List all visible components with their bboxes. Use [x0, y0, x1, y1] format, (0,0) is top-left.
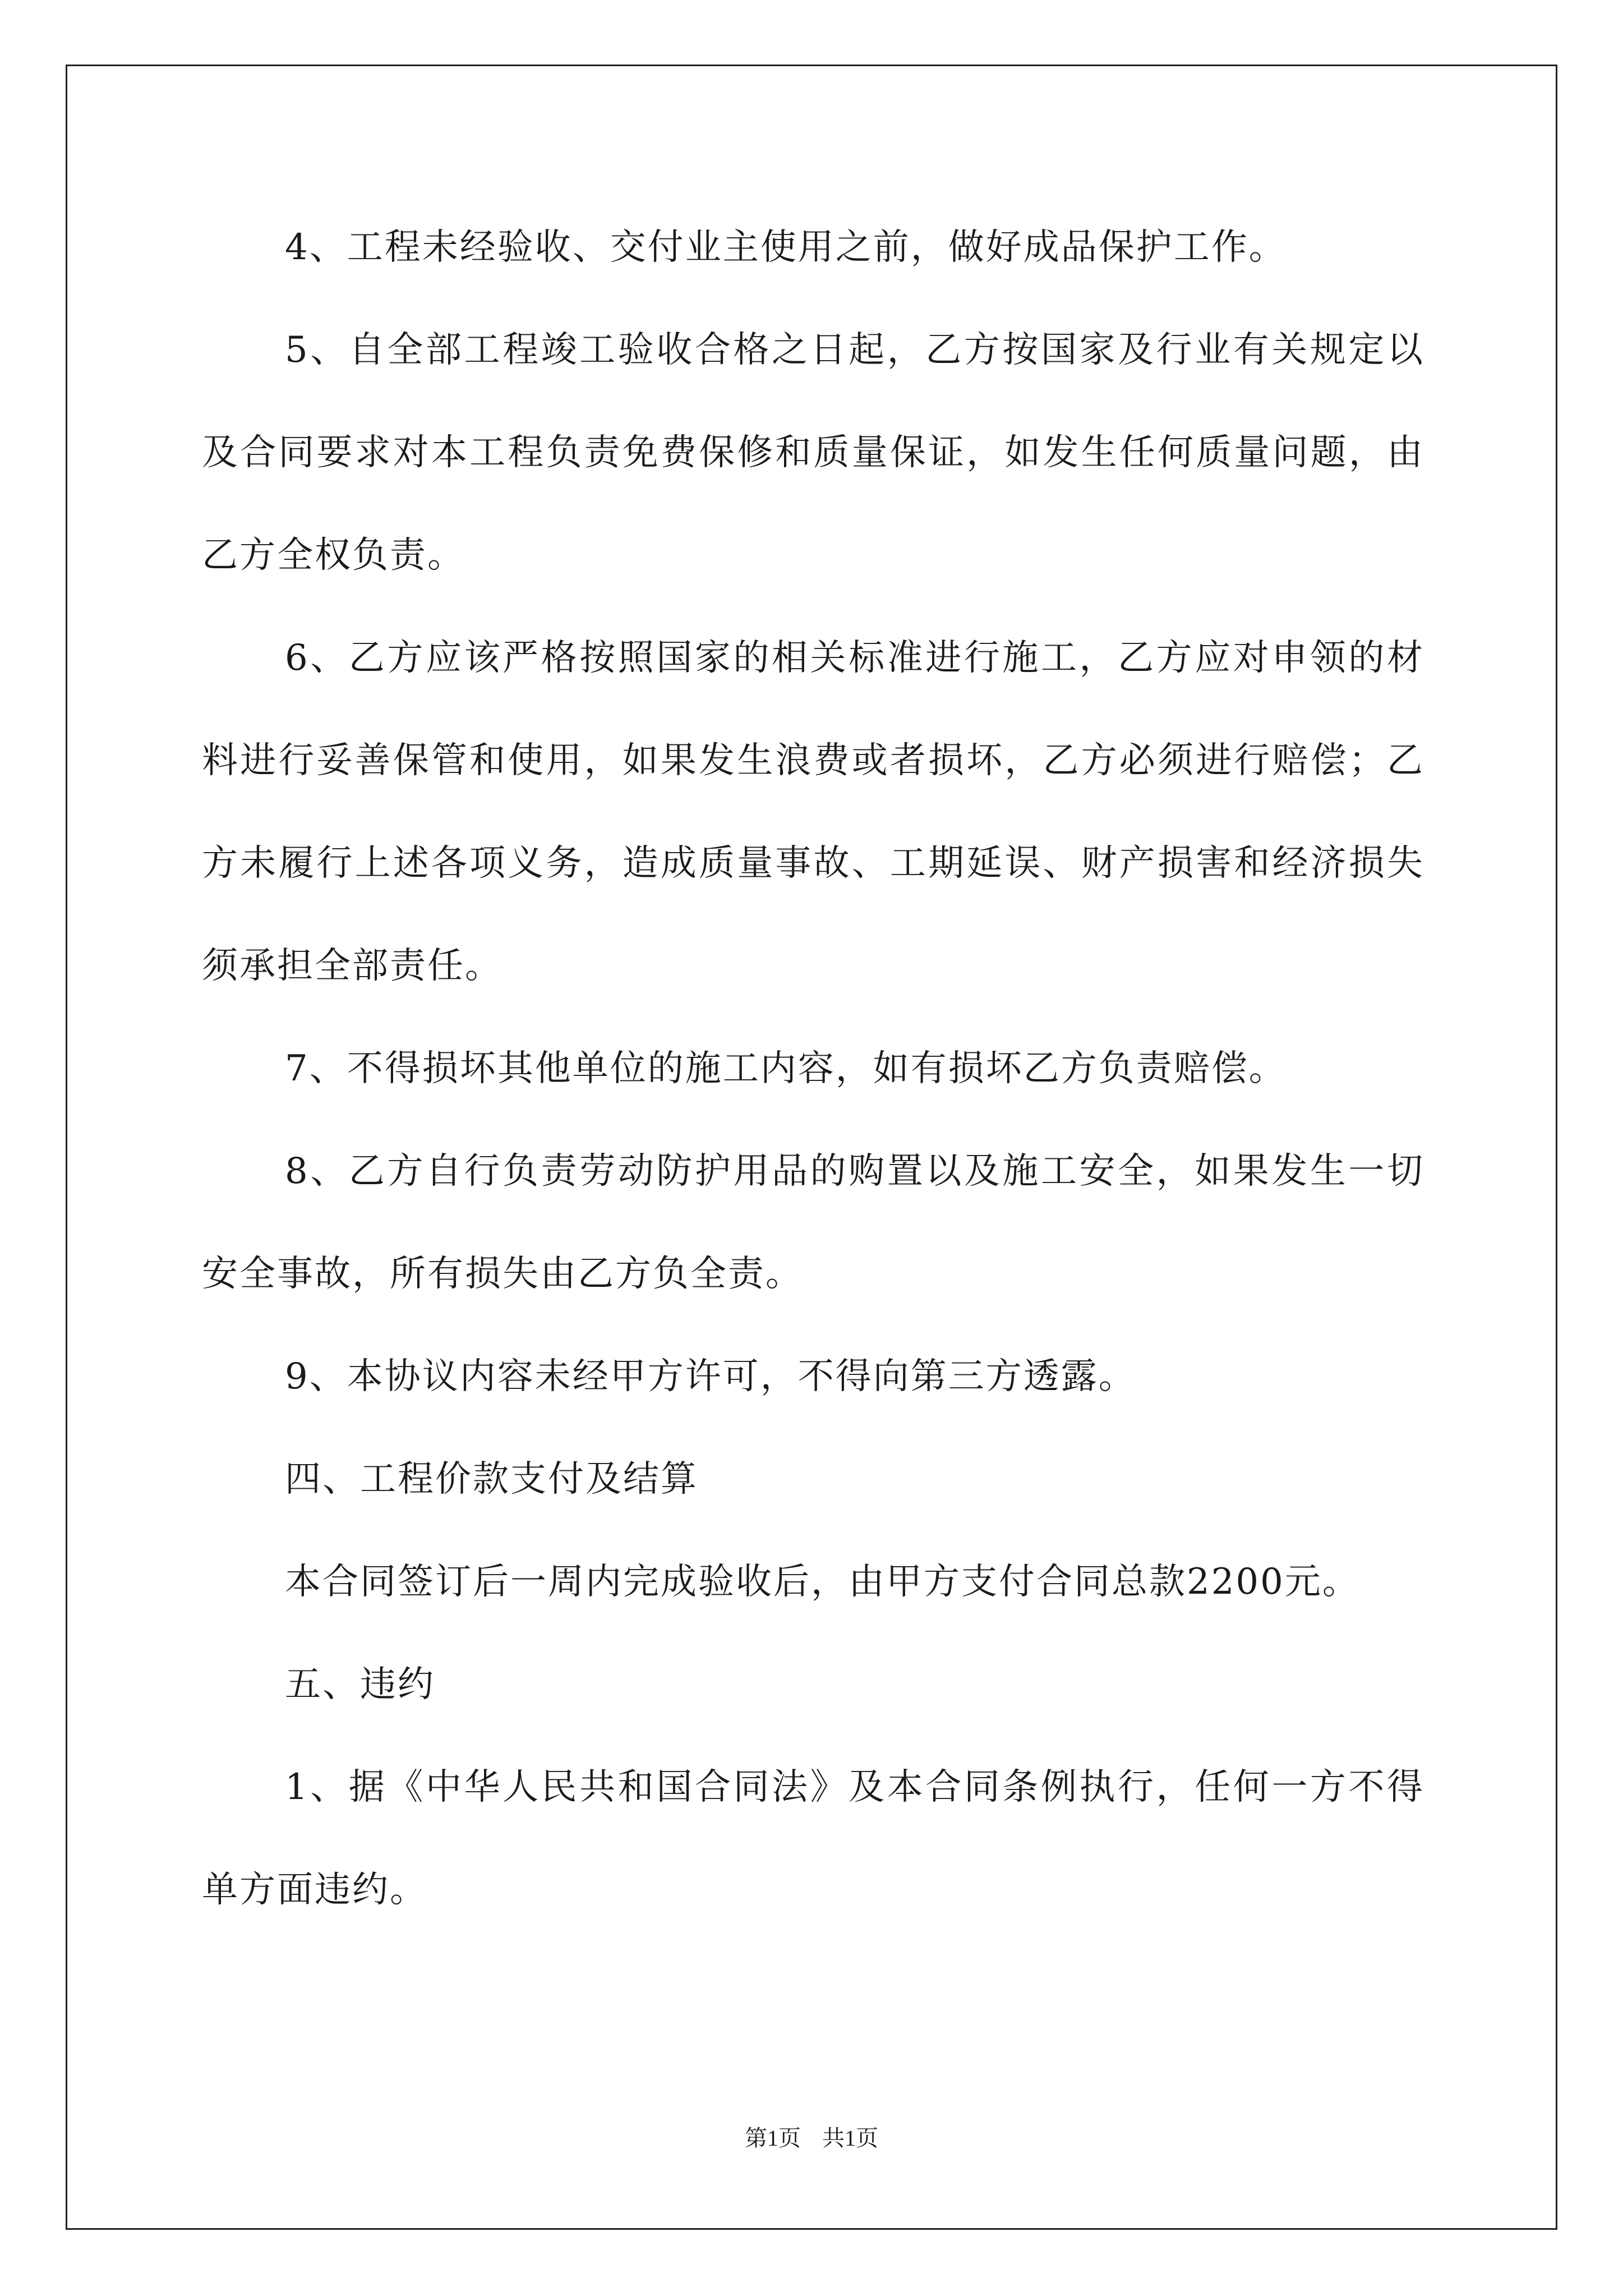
clause-4: 4、工程未经验收、交付业主使用之前，做好成品保护工作。	[285, 227, 1287, 268]
document-body	[202, 196, 1424, 1941]
page-footer	[0, 2120, 1623, 2152]
clause-7: 7、不得损坏其他单位的施工内容，如有损坏乙方负责赔偿。	[285, 1048, 1287, 1089]
page-count: 共1页	[822, 2125, 878, 2151]
clause-6: 6、乙方应该严格按照国家的相关标准进行施工，乙方应对申领的材料进行妥善保管和使用，如果发生浪费或者损坏，乙方必须进行赔偿；乙方未履行上述各项义务，造成质量事故、工期延误、财产损害和经济损失须承担全部责任。	[202, 637, 1424, 987]
section-heading-breach: 五、违约	[285, 1664, 435, 1705]
section-heading-payment: 四、工程价款支付及结算	[285, 1458, 698, 1500]
page-number: 第1页	[745, 2125, 801, 2151]
clause-9: 9、本协议内容未经甲方许可，不得向第三方透露。	[285, 1356, 1136, 1397]
clause-5: 5、自全部工程竣工验收合格之日起，乙方按国家及行业有关规定以及合同要求对本工程负责免费保修和质量保证，如发生任何质量问题，由乙方全权负责。	[202, 329, 1424, 576]
breach-clause-1: 1、据《中华人民共和国合同法》及本合同条例执行，任何一方不得单方面违约。	[202, 1766, 1424, 1911]
clause-8: 8、乙方自行负责劳动防护用品的购置以及施工安全，如果发生一切安全事故，所有损失由乙方负全责。	[202, 1151, 1424, 1295]
payment-terms: 本合同签订后一周内完成验收后，由甲方支付合同总款2200元。	[285, 1561, 1360, 1603]
